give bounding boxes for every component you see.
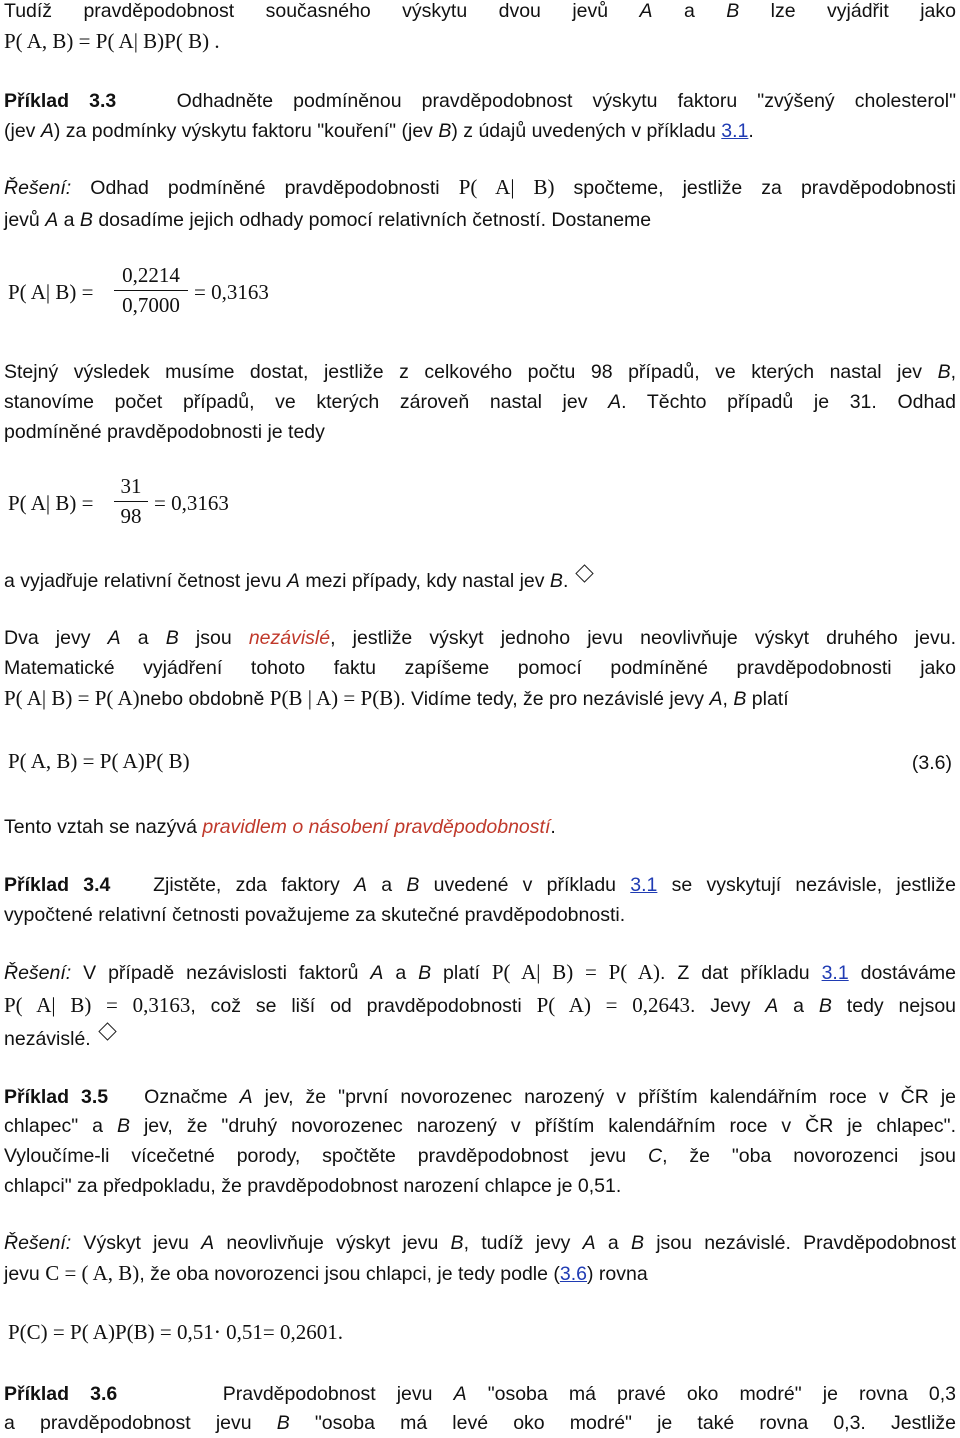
equation-rhs: = 0,3163 (194, 280, 269, 304)
independence-line3: P( A| B) = P( A)nebo obdobně P(B | A) = P(B). Vidíme tedy, že pro nezávislé jevy A, B platí (4, 686, 789, 710)
equation-2-lhs: P( A| B) = (8, 491, 94, 515)
example-3-4-line2: vypočtené relativní četnosti považujeme za skutečné pravděpodobnosti. (4, 904, 626, 926)
equation-lhs: P( A| B) = (8, 280, 94, 304)
ref-link-3-6[interactable]: 3.6 (559, 1263, 588, 1285)
solution-label: Řešení: (4, 962, 72, 984)
solution-3-5-line2: jevu C = ( A, B), že oba novorozenci jsou chlapci, je tedy podle (3.6) rovna (4, 1261, 648, 1285)
example-label: Příklad 3.3 (4, 90, 117, 112)
fraction-denominator: 0,7000 (122, 293, 180, 317)
example-label: Příklad 3.5 (4, 1086, 109, 1108)
paragraph-2-line1: Stejný výsledek musíme dostat, jestliže z celkového počtu 98 případů, ve kterých nastal jev B, (4, 361, 956, 383)
equation-3-6: P( A, B) = P( A)P( B) (8, 749, 190, 773)
example-3-3: Příklad 3.3 Odhadněte podmíněnou pravděpodobnost výskytu faktoru "zvýšený cholesterol" (4, 90, 956, 112)
example-3-4: Příklad 3.4 Zjistěte, zda faktory A a B uvedené v příkladu 3.1 se vyskytují nezávisle, jestliže (4, 874, 956, 896)
ref-link-3-1[interactable]: 3.1 (821, 962, 849, 984)
solution-3-3-line2: jevů A a B dosadíme jejich odhady pomocí relativních četností. Dostaneme (4, 209, 652, 231)
independence-definition: Dva jevy A a B jsou nezávislé, jestliže výskyt jednoho jevu neovlivňuje výskyt druhého jevu. (4, 627, 956, 649)
example-3-5-line2: chlapec" a B jev, že "druhý novorozenec narozený v příštím kalendářním roce v ČR je chlapec". (4, 1115, 956, 1137)
solution-label: Řešení: (4, 177, 72, 199)
solution-3-4: Řešení: V případě nezávislosti faktorů A a B platí P( A| B) = P( A). Z dat příkladu 3.1 dostáváme (4, 960, 957, 984)
example-3-5-line4: chlapci" za předpokladu, že pravděpodobnost narození chlapce je 0,51. (4, 1175, 622, 1197)
equation-2-rhs: = 0,3163 (154, 491, 229, 515)
fraction-numerator: 0,2214 (122, 263, 180, 287)
solution-3-3: Řešení: Odhad podmíněné pravděpodobnosti P( A| B) spočteme, jestliže za pravděpodobnosti (4, 175, 956, 199)
equation-3: P(C) = P( A)P(B) = 0,51⋅ 0,51= 0,2601. (8, 1320, 343, 1344)
paragraph-3: a vyjadřuje relativní četnost jevu A mezi případy, kdy nastal jev B. (4, 566, 956, 596)
example-3-5: Příklad 3.5 Označme A jev, že "první novorozenec narozený v příštím kalendářním roce v ČR je (4, 1086, 956, 1108)
end-of-example-diamond-icon (576, 564, 594, 582)
fraction-2 (114, 474, 148, 529)
fraction-denominator: 98 (120, 504, 142, 528)
fraction-numerator: 31 (120, 474, 142, 498)
product-rule-formula: P( A, B) = P( A| B)P( B) . (4, 29, 220, 53)
ref-link-3-1[interactable]: 3.1 (721, 120, 749, 142)
example-3-6: Příklad 3.6 Pravděpodobnost jevu A "osoba má pravé oko modré" je rovna 0,3 (4, 1383, 956, 1405)
multiplication-rule-paragraph: Tento vztah se nazývá pravidlem o násobení pravděpodobností. (4, 816, 556, 838)
example-3-5-line3: Vyloučíme-li vícečetné porody, spočtěte pravděpodobnost jevu C, že "oba novorozenci jsou (4, 1145, 956, 1167)
solution-3-5: Řešení: Výskyt jevu A neovlivňuje výskyt jevu B, tudíž jevy A a B jsou nezávislé. Pravděpodobnost (4, 1232, 957, 1254)
fraction-1 (114, 263, 188, 318)
example-label: Příklad 3.4 (4, 874, 111, 896)
example-3-6-line2: a pravděpodobnost jevu B "osoba má levé oko modré" je také rovna 0,3. Jestliže (4, 1412, 956, 1434)
end-of-example-diamond-icon (98, 1022, 116, 1040)
solution-label: Řešení: (4, 1232, 72, 1254)
independence-line2: Matematické vyjádření tohoto faktu zapíšeme pomocí podmíněné pravděpodobnosti jako (4, 657, 956, 679)
equation-number: (3.6) (911, 752, 952, 774)
paragraph-2-line3: podmíněné pravděpodobnosti je tedy (4, 421, 325, 443)
example-3-3-line2: (jev A) za podmínky výskytu faktoru "kouření" (jev B) z údajů uvedených v příkladu 3.1. (4, 120, 754, 142)
multiplication-rule-term: pravidlem o násobení pravděpodobností (202, 816, 551, 838)
solution-3-4-line2: P( A| B) = 0,3163, což se liší od pravděpodobnosti P( A) = 0,2643. Jevy A a B tedy nejsou (4, 993, 957, 1017)
paragraph-2-line2: stanovíme počet případů, ve kterých zároveň nastal jev A. Těchto případů je 31. Odhad (4, 391, 956, 413)
ref-link-3-1[interactable]: 3.1 (630, 874, 658, 896)
intro-paragraph: Tudíž pravděpodobnost současného výskytu dvou jevů A a B lze vyjádřit jako (4, 0, 956, 22)
example-label: Příklad 3.6 (4, 1383, 118, 1405)
solution-3-4-line3: nezávislé. (4, 1024, 956, 1054)
independent-term: nezávislé (248, 627, 331, 649)
